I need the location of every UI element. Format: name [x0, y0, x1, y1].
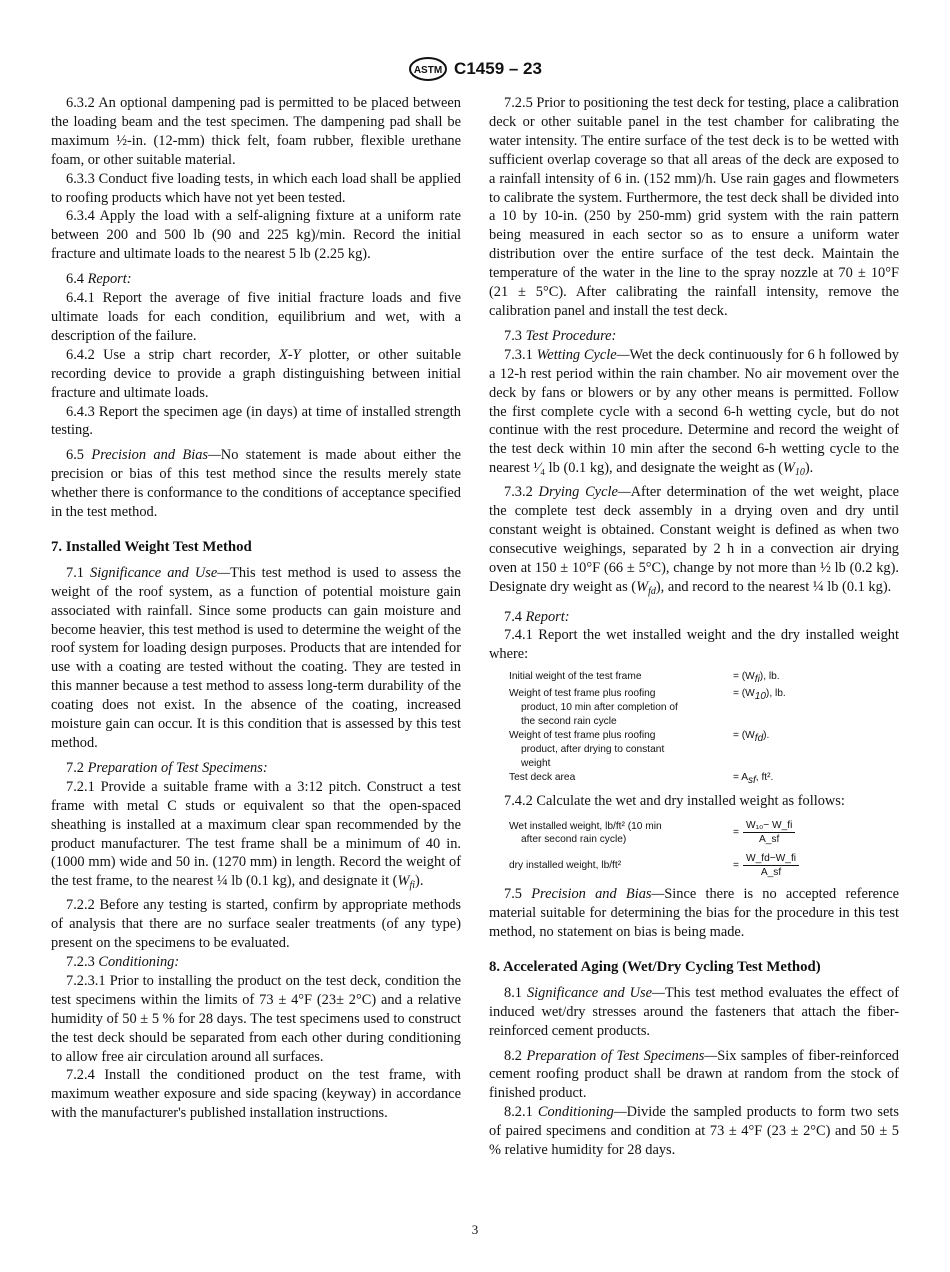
para-7-1: 7.1 Significance and Use—This test method is used to assess the weight of the roof system, as a function of potential moisture gain associated with rainfall. Since some products can gain moisture and become heavier, this test method is used to determine the weight of the roof system for loading design purposes. Products that are intended for use with a coating are tested without the coating. They are tested in this manner because a test method to assess long-term durability of the coating does not exist. In the absence of the coating, increased moisture gain can occur. It is this condition that is assessed by this test method.	[51, 564, 461, 751]
dry-weight-formula: dry installed weight, lb/ft² = $\frac{W\_fd-W\_fi}{A\_sf}$	[509, 852, 899, 879]
para-8-2-1: 8.2.1 Conditioning—Divide the sampled products to form two sets of paired specimens and condition at 73 ± 4°F (23 ± 2°C) and 50 ± 5 % relative humidity for 28 days.	[489, 1104, 899, 1159]
para-7-2-2: 7.2.2 Before any testing is started, confirm by appropriate methods of analysis that there are no surface sealer treatments (of any type) present on the specimens to be evaluated.	[51, 897, 461, 952]
definition-row: Weight of test frame plus roofing product, 10 min after completion of the second rain cycle = (W10), lb.	[509, 688, 786, 728]
para-7-4-2: 7.4.2 Calculate the wet and dry installed weight as follows:	[504, 793, 845, 810]
para-7-2-5: 7.2.5 Prior to positioning the test deck for testing, place a calibration deck or other suitable panel in the test chamber for calibrating the water intensity. The entire surface of the test deck is to be wetted with sufficient overlap coverage so that all areas of the deck are exposed to a rainfall intensity of 6 in. (152 mm)/h. Use rain gages and flowmeters to calibrate the system. Furthermore, the test deck shall be divided into a 10 by 10-in. (250 by 250-mm) grid system with the rain pattern being measured in each sector so as to ensure a uniform water distribution over the entire surface of the test deck. Maintain the temperature of the water in the line to the spray nozzle at 70 ± 10°F (21 ± 5°C). After calibrating the rainfall intensity, remove the calibration panel and install the test deck.	[489, 95, 899, 319]
definition-row: Test deck area = Asf, ft².	[509, 772, 774, 787]
para-7-2-3: 7.2.3 Conditioning:	[66, 953, 180, 970]
para-7-3: 7.3 Test Procedure:	[504, 327, 617, 344]
para-7-2-1: 7.2.1 Provide a suitable frame with a 3:12 pitch. Construct a test frame with metal C studs or equivalent so that the open-spaced sheathing is installed at a maximum clear span recommended by the product manufacturer. The test frame shall be a minimum of 40 in. (1000 mm) wide and 50 in. (1270 mm) in length. Record the weight of the test frame, to the nearest ¼ lb (0.1 kg), and designate it $(W_{fi})$.	[51, 778, 461, 892]
standard-designation: C1459 – 23	[454, 59, 542, 78]
wet-weight-formula: Wet installed weight, lb/ft² (10 min after second rain cycle) = $\frac{\text{W₁₀− W\_fi}}{A\_sf}$	[509, 819, 899, 846]
weight-formulas	[509, 819, 899, 879]
para-6-4-2: 6.4.2 Use a strip chart recorder, X-Y plotter, or other suitable recording device to provide a graph distinguishing between initial fracture and ultimate loads.	[51, 346, 461, 401]
para-8-1: 8.1 Significance and Use—This test method evaluates the effect of induced wet/dry stresses around the fasteners that attach the fiber-reinforced cement products.	[489, 984, 899, 1039]
para-7-4-1: 7.4.1 Report the wet installed weight and the dry installed weight where:	[489, 627, 899, 663]
para-6-3-3: 6.3.3 Conduct five loading tests, in which each load shall be applied to roofing products which have not yet been tested.	[51, 170, 461, 206]
para-6-3-4: 6.3.4 Apply the load with a self-aligning fixture at a uniform rate between 200 and 500 lb (90 and 225 kg)/min. Record the initial fracture and ultimate loads to the nearest 5 lb (2.25 kg).	[51, 208, 461, 263]
left-column	[51, 94, 461, 1123]
para-6-3-2: 6.3.2 An optional dampening pad is permitted to be placed between the loading beam and the test specimen. The dampening pad shall be maximum ½-in. (12-mm) thick felt, foam rubber, flexible urethane foam, or other suitable material.	[51, 95, 461, 168]
para-7-5: 7.5 Precision and Bias—Since there is no accepted reference material suitable for determining the bias for the procedure in this test method, no statement on bias is being made.	[489, 886, 899, 940]
para-7-4: 7.4 Report:	[504, 608, 570, 625]
svg-text:ASTM: ASTM	[413, 65, 443, 76]
page-header	[0, 56, 950, 87]
para-6-4-1: 6.4.1 Report the average of five initial fracture loads and five ultimate loads for each condition, equilibrium and wet, with a description of the failure.	[51, 290, 461, 344]
para-6-5: 6.5 Precision and Bias—No statement is made about either the precision or bias of this test method since the results merely state whether there is conformance to the conditions of acceptance specified in the test method.	[51, 447, 461, 521]
para-6-4-3: 6.4.3 Report the specimen age (in days) at time of installed strength testing.	[51, 403, 461, 439]
astm-logo-icon	[408, 56, 448, 82]
para-7-2-4: 7.2.4 Install the conditioned product on the test frame, with maximum weather exposure and side spacing (keyway) in accordance with the manufacturer's published installation instructions.	[51, 1067, 461, 1122]
para-6-4: 6.4 Report:	[66, 271, 132, 288]
definitions-list	[509, 670, 899, 788]
right-column	[489, 94, 899, 1160]
para-8-2: 8.2 Preparation of Test Specimens—Six samples of fiber-reinforced cement roofing product shall be drawn at random from the stock of finished product.	[489, 1047, 899, 1102]
para-7-2-3-1: 7.2.3.1 Prior to installing the product on the test deck, condition the test specimens within the limits of 73 ± 4°F (23± 2°C) and a relative humidity of 50 ± 5 % for 28 days. The test specimens used to construct the test deck should be separated from each other during conditioning to allow free air circulation around all surfaces.	[51, 972, 461, 1065]
page-number: 3	[471, 1222, 479, 1237]
section-8-heading: 8. Accelerated Aging (Wet/Dry Cycling Test Method)	[489, 958, 821, 975]
para-7-2: 7.2 Preparation of Test Specimens:	[66, 759, 268, 776]
definition-row: Weight of test frame plus roofing product, after drying to constant weight = (Wfd).	[509, 730, 770, 770]
section-7-heading: 7. Installed Weight Test Method	[51, 538, 252, 555]
definition-row: Initial weight of the test frame = (Wfi), lb.	[509, 671, 780, 686]
para-7-3-2: 7.3.2 Drying Cycle—After determination of the wet weight, place the complete test deck assembly in a drying oven and dry until constant weight is obtained. Constant weight is defined as when two consecutive weighings, separated by 2 h in a convection air drying oven at 150 ± 10°F (66 ± 5°C), change by not more than ½ lb (0.2 kg). Designate dry weight as $(W_{fd})$, and record to the nearest ¼ lb (0.1 kg).	[489, 484, 899, 597]
para-7-3-1: 7.3.1 Wetting Cycle—Wet the deck continuously for 6 h followed by a 12-h rest period within the rain chamber. No air movement over the deck by fans or blowers or by any other means is permitted. Follow the first complete cycle with a second 6-h wetting cycle, but do not continue with the rest procedure. Determine and record the weight of the test deck within 10 min after the second 6-h wetting cycle to the nearest ¹⁄₄ lb (0.1 kg), and designate the weight as $(W_{10})$.	[489, 346, 899, 479]
